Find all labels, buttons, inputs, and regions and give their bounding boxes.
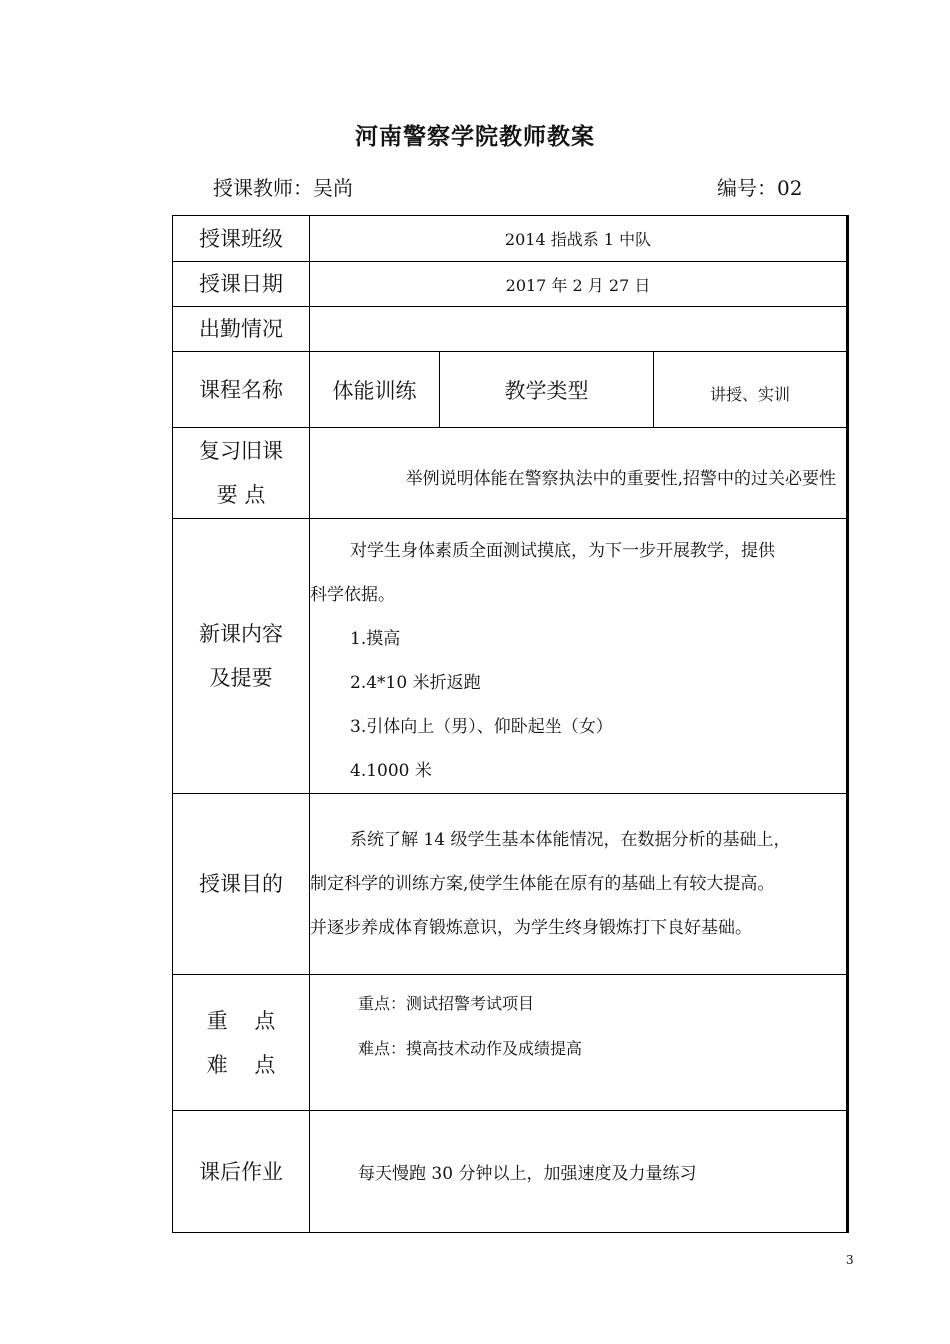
- objective-line: 系统了解 14 级学生基本体能情况，在数据分析的基础上，: [350, 830, 791, 850]
- key-point: 重点：测试招警考试项目: [358, 994, 535, 1013]
- new-content-item: 4.1000 米: [350, 761, 432, 781]
- row-objective: [173, 794, 848, 975]
- objective-body: [310, 794, 848, 975]
- class-label: 授课班级: [173, 216, 310, 262]
- new-content-intro-line2: 科学依据。: [310, 585, 395, 605]
- key-points-body: [310, 975, 848, 1111]
- row-class: [173, 216, 848, 262]
- new-content-label: [173, 519, 310, 794]
- new-content-label-line1: 新课内容: [199, 622, 283, 646]
- homework-value: 每天慢跑 30 分钟以上，加强速度及力量练习: [310, 1111, 848, 1233]
- attendance-label: 出勤情况: [173, 307, 310, 352]
- row-key-points: [173, 975, 848, 1111]
- course-value: 体能训练: [310, 352, 440, 428]
- course-label: 课程名称: [173, 352, 310, 428]
- new-content-label-line2: 及提要: [209, 666, 273, 690]
- new-content-intro-line1: 对学生身体素质全面测试摸底，为下一步开展教学，提供: [350, 541, 775, 561]
- lesson-plan-table: [172, 215, 849, 1233]
- homework-label: 课后作业: [173, 1111, 310, 1233]
- date-value: 2017 年 2 月 27 日: [310, 262, 848, 307]
- row-date: [173, 262, 848, 307]
- row-new-content: [173, 519, 848, 794]
- class-value: 2014 指战系 1 中队: [310, 216, 848, 262]
- row-review: [173, 428, 848, 519]
- difficulty-point: 难点：摸高技术动作及成绩提高: [358, 1039, 583, 1058]
- new-content-item: 2.4*10 米折返跑: [350, 673, 481, 693]
- row-homework: [173, 1111, 848, 1233]
- attendance-value: [310, 307, 848, 352]
- page-title: 河南警察学院教师教案: [355, 123, 595, 150]
- row-course: [173, 352, 848, 428]
- objective-line: 制定科学的训练方案,使学生体能在原有的基础上有较大提高。: [310, 874, 775, 894]
- page-number: 3: [846, 1253, 854, 1267]
- review-label: [173, 428, 310, 519]
- row-attendance: [173, 307, 848, 352]
- new-content-body: [310, 519, 848, 794]
- date-label: 授课日期: [173, 262, 310, 307]
- teaching-type-label: 教学类型: [440, 352, 654, 428]
- key-label: 重 点: [206, 1008, 276, 1033]
- review-label-line2: 要 点: [216, 483, 266, 507]
- teacher-label: 授课教师：吴尚: [213, 176, 353, 200]
- teaching-type-value: 讲授、实训: [654, 352, 848, 428]
- new-content-item: 1.摸高: [350, 629, 401, 649]
- review-value: 举例说明体能在警察执法中的重要性,招警中的过关必要性: [310, 428, 848, 519]
- objective-line: 并逐步养成体育锻炼意识，为学生终身锻炼打下良好基础。: [310, 918, 752, 938]
- new-content-item: 3.引体向上（男）、仰卧起坐（女）: [350, 717, 613, 737]
- review-label-line1: 复习旧课: [199, 439, 283, 463]
- number-label: 编号：02: [717, 176, 803, 200]
- objective-label: 授课目的: [173, 794, 310, 975]
- key-points-label: [173, 975, 310, 1111]
- difficulty-label: 难 点: [206, 1052, 276, 1077]
